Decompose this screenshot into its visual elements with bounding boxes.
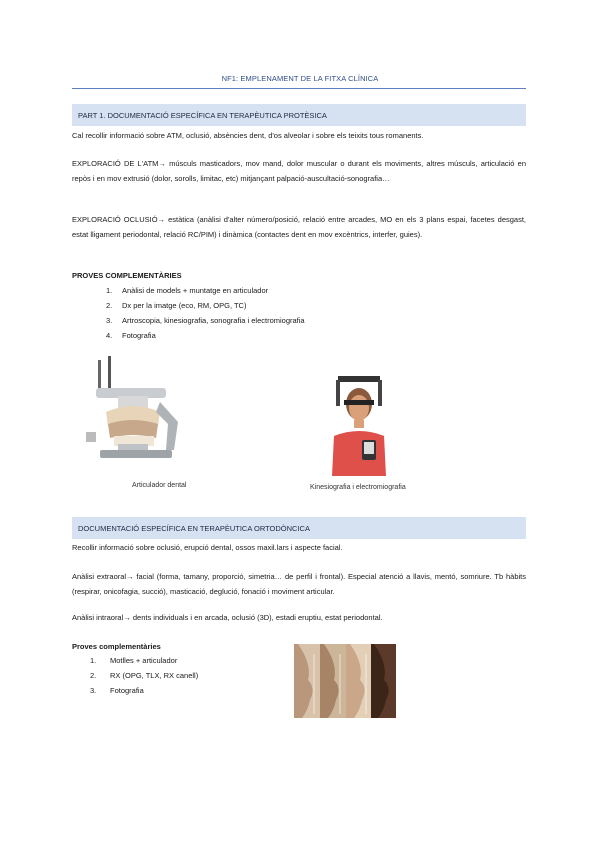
list-number: 1.	[90, 656, 97, 665]
list-item	[90, 683, 198, 698]
articulador-dental-image	[78, 352, 190, 472]
section-heading-text: DOCUMENTACIÓ ESPECÍFICA EN TERAPÈUTICA ORTODÒNCICA	[78, 523, 310, 533]
list-item	[106, 298, 305, 313]
proves-list-ortodoncica	[90, 653, 198, 698]
page-header-title: NF1: EMPLENAMENT DE LA FITXA CLÍNICA	[221, 74, 379, 83]
perfils-facials-image	[294, 644, 396, 718]
list-text: Fotografia	[110, 686, 144, 695]
list-item	[106, 313, 305, 328]
list-number: 2.	[90, 671, 97, 680]
list-text: Anàlisi de models + muntatge en articulador	[122, 286, 269, 295]
proves-list-protesica	[106, 283, 305, 343]
list-number: 4.	[106, 331, 113, 340]
list-number: 1.	[106, 286, 113, 295]
list-item	[90, 668, 198, 683]
list-number: 2.	[106, 301, 113, 310]
caption-kinesiografia: Kinesiografia i electromiografia	[310, 484, 406, 491]
list-item	[106, 328, 305, 343]
paragraph-intro-ortodoncica: Recollir informació sobre oclusió, erupció dental, ossos maxil.lars i aspecte facial.	[72, 543, 343, 552]
proves-title-text: PROVES COMPLEMENTÀRIES	[72, 271, 182, 280]
paragraph-intro-protesica: Cal recollir informació sobre ATM, oclusió, absències dent, d'os alveolar i sobre els teixits tous romanents.	[72, 131, 424, 140]
kinesiografia-image	[324, 372, 394, 476]
list-text: RX (OPG, TLX, RX canell)	[110, 671, 199, 680]
section-heading-text: PART 1. DOCUMENTACIÓ ESPECÍFICA EN TERAPÈUTICA PROTÈSICA	[78, 110, 327, 120]
list-text: Motlles + articulador	[110, 656, 178, 665]
paragraph-analisi-extraoral: Anàlisi extraoral→ facial (forma, tamany, proporció, simetria… de perfil i frontal). Especial atenció a llavis, mentó, somriure. Tb hàbits (respirar, onicofagia, succió), masticació, deglució, fonació i moviment articular.	[72, 572, 526, 596]
list-item	[106, 283, 305, 298]
section-heading-ortodoncica	[72, 517, 526, 539]
caption-articulador: Articulador dental	[132, 482, 187, 489]
list-text: Artroscopia, kinesiografia, sonografia i electromiografia	[122, 316, 305, 325]
section-heading-protesica	[72, 104, 526, 126]
list-number: 3.	[90, 686, 97, 695]
header-rule	[72, 88, 526, 89]
list-number: 3.	[106, 316, 113, 325]
list-text: Fotografia	[122, 331, 156, 340]
list-text: Dx per la imatge (eco, RM, OPG, TC)	[122, 301, 247, 310]
list-item	[90, 653, 198, 668]
paragraph-exploracio-atm: EXPLORACIÓ DE L'ATM→ músculs masticadors, mov mand, dolor muscular o durant els moviments, altres músculs, articulació en repòs i en mov extrusió (dolor, sorolls, limitac, etc) mitjançant palpació-auscultació-sonografia…	[72, 159, 526, 183]
paragraph-analisi-intraoral: Anàlisi intraoral→ dents individuals i en arcada, oclusió (3D), estadi eruptiu, estat periodontal.	[72, 613, 383, 622]
paragraph-exploracio-oclusio: EXPLORACIÓ OCLUSIÓ→ estàtica (anàlisi d'alter número/posició, relació entre arcades, MO en els 3 plans espai, facetes desgast, estat lligament periodontal, relació RC/PIM) i dinàmica (contactes dent en mov excèntrics, interfer, guies).	[72, 215, 526, 239]
proves-title-text: Proves complementàries	[72, 642, 161, 651]
proves-title-protesica	[72, 268, 526, 283]
